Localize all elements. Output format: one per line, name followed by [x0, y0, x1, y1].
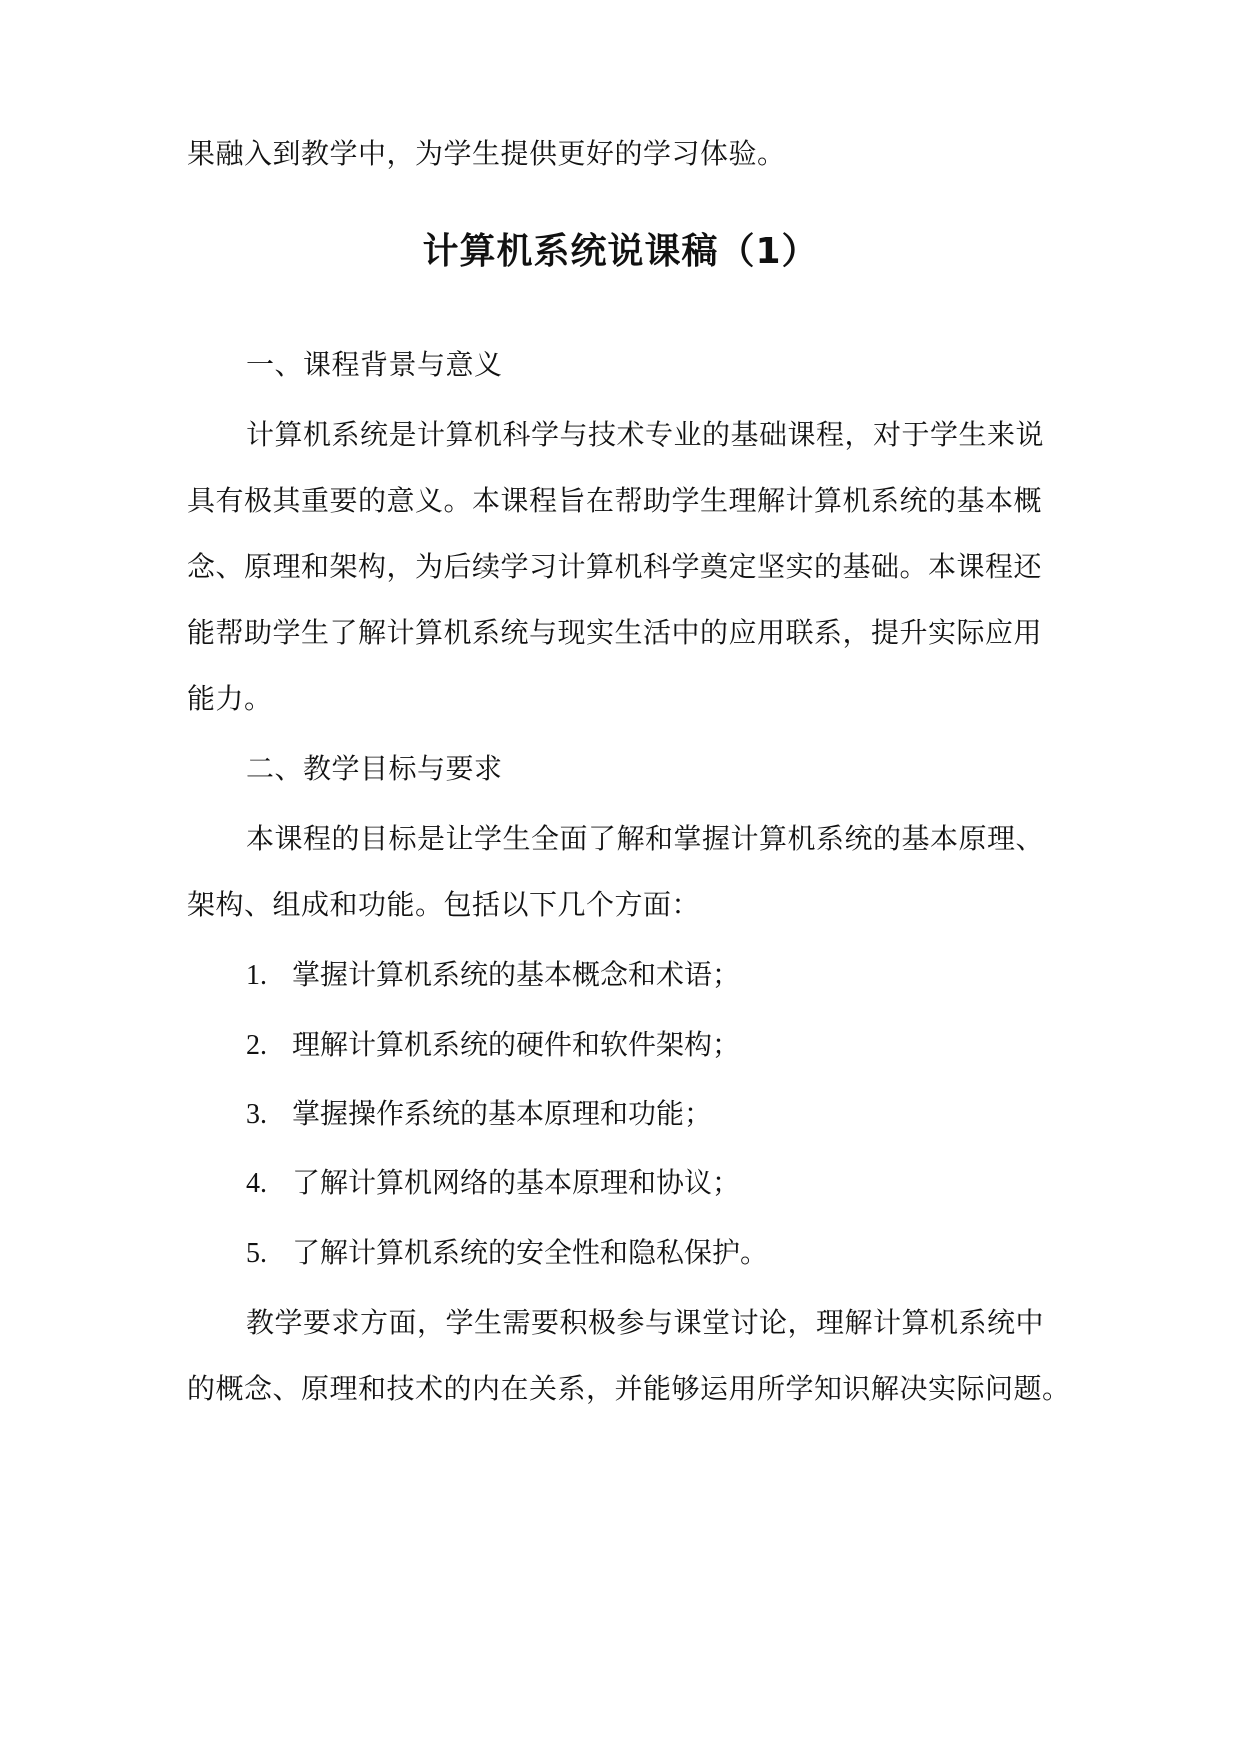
list-item [246, 1235, 768, 1272]
list-item [246, 1165, 740, 1202]
continuation-text: 果融入到教学中，为学生提供更好的学习体验。 [187, 137, 786, 170]
list-item [246, 957, 740, 994]
list-text: 掌握操作系统的基本原理和功能； [292, 1097, 713, 1130]
list-number: 5. [246, 1238, 267, 1269]
paragraph-line: 的概念、原理和技术的内在关系，并能够运用所学知识解决实际问题。 [187, 1372, 1071, 1405]
list-text: 理解计算机系统的硬件和软件架构； [292, 1028, 741, 1061]
paragraph-line: 本课程的目标是让学生全面了解和掌握计算机系统的基本原理、 [246, 822, 1045, 855]
paragraph-line: 教学要求方面，学生需要积极参与课堂讨论，理解计算机系统中 [246, 1306, 1045, 1339]
paragraph-line: 念、原理和架构，为后续学习计算机科学奠定坚实的基础。本课程还 [187, 550, 1043, 583]
paragraph-line: 能帮助学生了解计算机系统与现实生活中的应用联系，提升实际应用 [187, 616, 1043, 649]
list-number: 4. [246, 1168, 267, 1199]
page-title: 计算机系统说课稿（1） [422, 231, 819, 272]
paragraph-line: 计算机系统是计算机科学与技术专业的基础课程，对于学生来说 [246, 418, 1045, 451]
list-number: 1. [246, 960, 267, 991]
list-text: 了解计算机系统的安全性和隐私保护。 [292, 1236, 769, 1269]
list-number: 2. [246, 1030, 267, 1061]
list-item [246, 1096, 712, 1133]
section-heading-2: 二、教学目标与要求 [246, 752, 503, 785]
paragraph-line: 能力。 [187, 682, 273, 715]
section-heading-1: 一、课程背景与意义 [246, 348, 503, 381]
list-text: 掌握计算机系统的基本概念和术语； [292, 958, 741, 991]
list-text: 了解计算机网络的基本原理和协议； [292, 1166, 741, 1199]
paragraph-line: 架构、组成和功能。包括以下几个方面： [187, 888, 701, 921]
paragraph-line: 具有极其重要的意义。本课程旨在帮助学生理解计算机系统的基本概 [187, 484, 1043, 517]
list-item [246, 1027, 740, 1064]
list-number: 3. [246, 1099, 267, 1130]
